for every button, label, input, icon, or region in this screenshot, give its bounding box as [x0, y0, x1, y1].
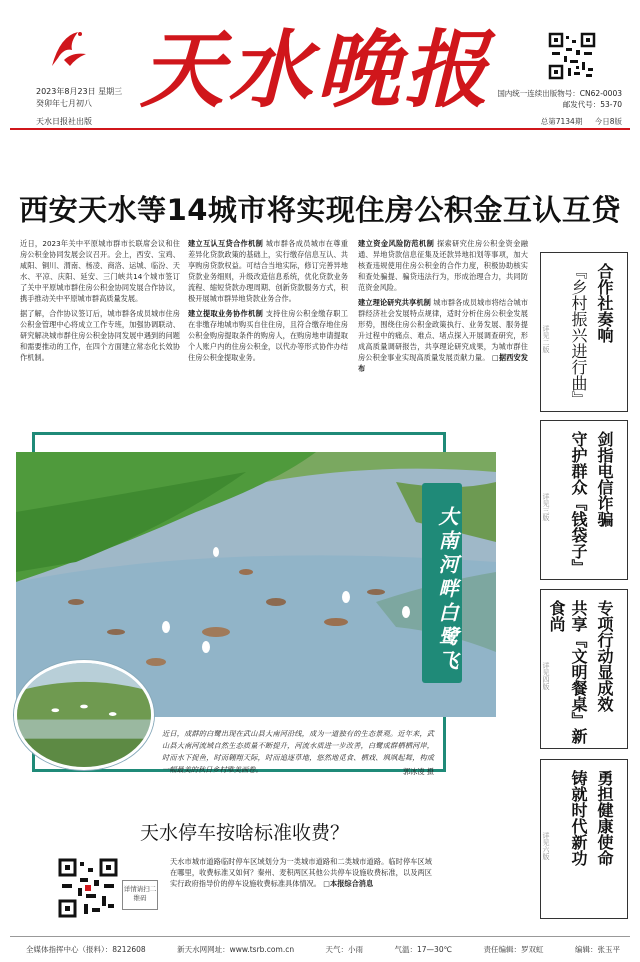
paper-title: 天水晚报 — [140, 20, 493, 119]
publisher: 天水日报社出版 — [36, 117, 92, 126]
temperature: 气温：17—30℃ — [394, 945, 453, 954]
qr-code-icon[interactable] — [58, 858, 118, 918]
teaser-line-2: 铸就时代新功 — [569, 770, 588, 866]
paragraph: 支持住房公积金缴存职工在非缴存地城市购买自住住房，且符合缴存地住房公积金购房提取条件的购房人，在购房地申请提取个人账户内的住房公积金，以代办等形式协作办结住房公积金提取业务。 — [188, 309, 348, 362]
footer-divider — [10, 936, 630, 937]
publication-info — [497, 88, 622, 110]
scan-tag: 详情请扫二维码 — [122, 880, 158, 910]
issue-date: 2023年8月23日 星期三 — [36, 87, 123, 96]
website[interactable]: 新天水网网址：www.tsrb.com.cn — [177, 945, 295, 954]
date-block — [36, 86, 122, 128]
paragraph: 天水市城市道路临时停车区域划分为一类城市道路和二类城市道路。临时停车区域在哪里，收费标准又如何？秦州、麦积两区其他公共停车设施收费标准，以及两区实行政府指导价的停车设施收费标准具体情况。 — [170, 857, 432, 888]
page-ref: 详见三版 — [542, 493, 550, 521]
teaser-line-1: 剑指电信诈骗 — [595, 431, 614, 527]
lunar-date: 癸卯年七月初八 — [36, 99, 92, 108]
second-headline: 天水停车按啥标准收费？ — [140, 822, 350, 844]
issue-number: 总第7134期 — [540, 117, 583, 126]
teaser-line-1: 专项行动显成效 — [595, 600, 614, 712]
lead-article-body — [20, 238, 530, 418]
caption-text: 近日，成群的白鹭出现在武山县大南河沿线，成为一道独有的生态景观。近年来，武山县大南河流域自然生态质量不断提升，河流水质进一步改善，白鹭成群栖栖河岸，时而水下捉鱼，时而翱翔天际，时而追逐草地，悠然地觅食、栖戏、飒飒起舞，构成一幅最美的秋日乡村唯美画卷。 — [162, 729, 434, 774]
sidebar-teaser-1[interactable] — [540, 252, 628, 412]
masthead-divider — [10, 128, 630, 130]
teaser-line-1: 合作社奏响 — [595, 263, 614, 343]
paragraph: 城市群各成员城市将结合城市群经济社会发展特点规律，适时分析住房公积金发展形势，围绕住房公积金政策执行、业务发展、服务提升过程中的痛点、难点、堵点探入开展调查研究，形成高质量调研报告，共享理论研究成果，为城市群住房公积金事业实现高质量发展贡献力量。 — [358, 298, 528, 362]
inset-photo — [14, 660, 154, 770]
section-heading: 建立互认互贷合作机制 — [188, 239, 264, 248]
section-heading: 建立理论研究共享机制 — [358, 298, 431, 307]
lead-headline: 西安天水等14城市将实现住房公积金互认互贷 — [19, 193, 621, 227]
article-column-2 — [188, 238, 348, 367]
masthead — [0, 0, 640, 140]
section-heading: 建立资金风险防范机制 — [358, 239, 435, 248]
page-ref: 详见四版 — [542, 662, 550, 690]
section-heading: 建立提取业务协作机制 — [188, 309, 264, 318]
article-column-1 — [20, 238, 180, 367]
cn-number: 国内统一连续出版物号：CN62-0003 — [497, 89, 622, 98]
article-column-3: 建立资金风险防范机制 探索研究住房公积金资金融通、异地贷款信息征集及还款异地扣划等事项，加大核查违规使用住房公积金的合作力度，积极协助核实和查处骗提、骗贷违法行为，形成治理合力，共同防范资金风险。 建立理论研究共享机制 城市群各成员城市将结合城市群经济社会发展特点规律，适时分析住房公积金发展形势，围绕住房公积金政策执行、业务发展、服务提升过程中的痛点、难点、堵点探入开展调查研究，形成高质量调研报告，共享理论研究成果，为城市群住房公积金事业实现高质量发展贡献力量。 □据西安发布 — [358, 239, 528, 373]
sidebar-teaser-3[interactable] — [540, 589, 628, 749]
page-ref: 详见二版 — [542, 325, 550, 353]
paragraph: 据了解，合作协议签订后，城市群各成员城市住房公积金管理中心将成立工作专班，加强协调联动、研究解决城市群住房公积金协同发展中遇到的问题和需要推动的工作，在四个方面建立常态化长效协作机制。 — [20, 309, 180, 362]
designer: 编辑：张玉平 — [574, 945, 620, 954]
footer — [26, 944, 620, 955]
teaser-line-2: 共享『文明餐桌』新食尚 — [547, 600, 588, 744]
paragraph: 近日，2023年关中平原城市群市长联席会议和住房公积金协同发展会议召开。会上，西安、宝鸡、咸阳、铜川、渭南、杨凌、商洛、运城、临汾、天水、平凉、庆阳、延安、三门峡共14个城市签订了关中平原城市群住房公积金协同发展合作协议，携手推动关中平原城市群高质量发展。 — [20, 239, 180, 303]
photo-credit: 郭冰凌 摄 — [402, 767, 434, 776]
editor: 责任编辑：罗双虹 — [483, 945, 544, 954]
second-article-body: 天水市城市道路临时停车区域划分为一类城市道路和二类城市道路。临时停车区域在哪里，收费标准又如何？秦州、麦积两区其他公共停车设施收费标准，以及两区实行政府指导价的停车设施收费标准具体情况。 □本报综合消息 — [170, 857, 432, 888]
article-source: 据西安发布 — [358, 353, 528, 373]
article-source: 本报综合消息 — [330, 879, 374, 888]
photo-story-banner: 大南河畔白鹭飞 — [422, 483, 462, 683]
sidebar-teaser-2[interactable] — [540, 420, 628, 580]
qr-code-icon[interactable] — [548, 32, 596, 80]
teaser-line-2: 守护群众『钱袋子』 — [569, 431, 588, 575]
postal-code: 邮发代号：53-70 — [562, 100, 622, 109]
paragraph: 城市群各成员城市在尊重差异化贷款政策的基础上，实行缴存信息互认、共享购房贷款权益。可结合当地实际，修订完善异地贷款业务细则，升级改造信息系统，优化贷款业务流程、缩短贷款办理周期、创新贷款服务方式，积极开展城市群异地贷款业务合作。 — [188, 239, 348, 303]
photo-caption — [162, 728, 434, 778]
teaser-line-2: 『乡村振兴进行曲』 — [569, 263, 588, 407]
crane-logo-icon — [42, 26, 92, 72]
issue-row — [541, 116, 622, 127]
weather: 天气：小雨 — [325, 945, 364, 954]
sidebar-teaser-4[interactable] — [540, 759, 628, 919]
paragraph: 探索研究住房公积金资金融通、异地贷款信息征集及还款异地扣划等事项，加大核查违规使用住房公积金的合作力度，积极协助核实和查处骗提、骗贷违法行为，形成治理合力，共同防范资金风险。 — [358, 239, 528, 292]
page-ref: 详见六版 — [542, 832, 550, 860]
page-count: 今日8版 — [594, 117, 622, 126]
hotline: 全媒体指挥中心（报料）：8212608 — [26, 945, 146, 954]
teaser-line-1: 勇担健康使命 — [595, 770, 614, 866]
